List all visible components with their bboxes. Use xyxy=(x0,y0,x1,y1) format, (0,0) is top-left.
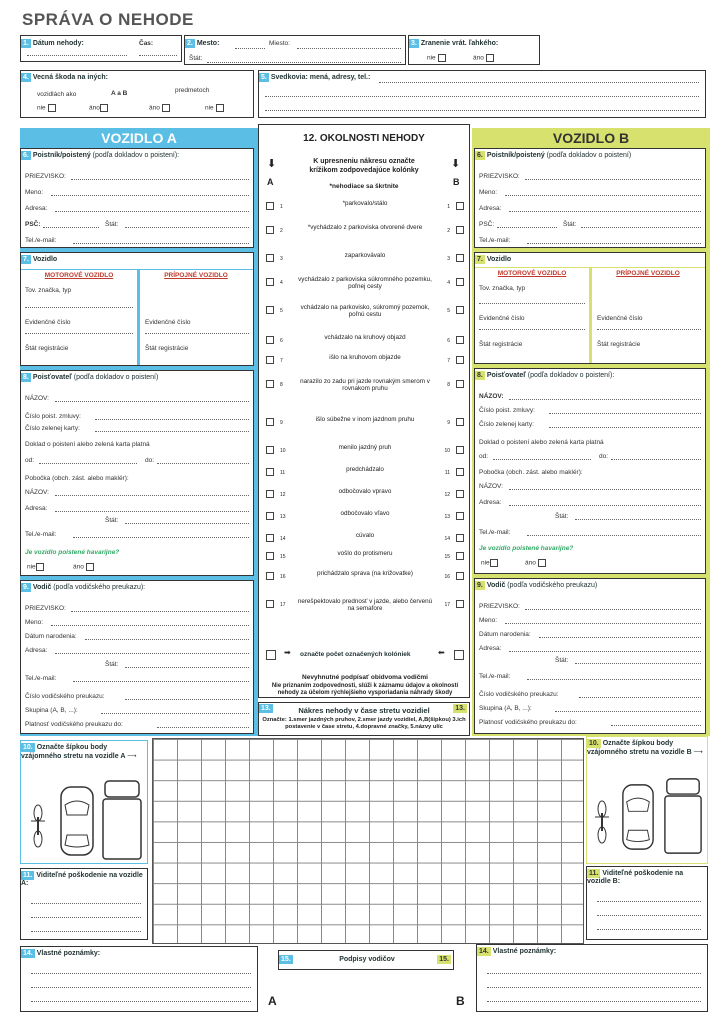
section-7-b: 7. Vozidlo MOTOROVÉ VOZIDLO PRÍPOJNÉ VOZIDLO Tov. značka, typ Evidenčné číslo Štát registrácie Evidenčné číslo Štát registrácie xyxy=(474,252,706,364)
trailer-b-plate-field[interactable] xyxy=(597,329,701,330)
insured-a-surname-field[interactable] xyxy=(71,179,249,180)
arrow-right-icon: ➡ xyxy=(284,648,291,657)
circumstance-b-checkbox[interactable] xyxy=(456,446,464,454)
circumstance-number: 10 xyxy=(444,448,450,454)
motorcycle-icon[interactable] xyxy=(593,799,611,845)
circumstance-b-checkbox[interactable] xyxy=(456,600,464,608)
circumstance-number: 4 xyxy=(447,280,450,286)
insurer-a-casco-no-checkbox[interactable] xyxy=(36,563,44,571)
circumstance-a-checkbox[interactable] xyxy=(266,226,274,234)
circumstance-row xyxy=(262,548,468,566)
circumstance-row xyxy=(262,568,468,592)
vehicle-a-plate-field[interactable] xyxy=(25,333,133,334)
vehicle-damage-yes-checkbox[interactable] xyxy=(100,104,108,112)
circumstance-label: menilo jazdný pruh xyxy=(338,444,392,451)
circumstance-a-checkbox[interactable] xyxy=(266,254,274,262)
driver-a-license-field[interactable] xyxy=(125,699,249,700)
circumstance-number: 3 xyxy=(280,256,283,262)
circumstance-row xyxy=(262,352,468,370)
circumstance-a-checkbox[interactable] xyxy=(266,600,274,608)
circumstance-a-checkbox[interactable] xyxy=(266,278,274,286)
circumstance-number: 2 xyxy=(280,228,283,234)
insured-a-zip-field[interactable] xyxy=(43,227,99,228)
circumstance-label: odbočovalo vľavo xyxy=(340,510,390,517)
circumstance-b-checkbox[interactable] xyxy=(456,254,464,262)
circumstance-number: 8 xyxy=(447,382,450,388)
insurer-a-casco-yes-checkbox[interactable] xyxy=(86,563,94,571)
circumstance-number: 12 xyxy=(280,492,286,498)
circumstance-b-checkbox[interactable] xyxy=(456,572,464,580)
circumstance-b-checkbox[interactable] xyxy=(456,278,464,286)
time-field[interactable] xyxy=(139,55,177,56)
driver-b-tel-field[interactable] xyxy=(527,679,701,680)
driver-a-tel-field[interactable] xyxy=(73,681,249,682)
section-8-a: 8. Poisťovateľ (podľa dokladov o poistení) NÁZOV: Číslo poist. zmluvy: Číslo zelenej karty: Doklad o poistení alebo zelená karta platná od: do: Pobočka (obch. zást. alebo maklér): NÁZOV: Adresa: Štát: Tel./e-mail: Je vozidlo poistené havarijne? nie áno xyxy=(20,370,254,576)
circumstance-label: odbočovalo vpravo xyxy=(338,488,392,495)
circumstance-a-checkbox[interactable] xyxy=(266,572,274,580)
injury-no-checkbox[interactable] xyxy=(438,54,446,62)
section-1: 1. Dátum nehody: Čas: xyxy=(20,35,182,62)
circumstance-number: 13 xyxy=(280,514,286,520)
insurer-b-greencard-field[interactable] xyxy=(549,427,701,428)
insurer-b-casco-no-checkbox[interactable] xyxy=(490,559,498,567)
insurer-a-name-field[interactable] xyxy=(55,401,249,402)
damage-b-field[interactable] xyxy=(597,901,701,902)
driver-b-validity-field[interactable] xyxy=(611,725,701,726)
section-10-a: 10. Označte šípkou body vzájomného stretu na vozidle A ⟶ xyxy=(20,740,148,864)
circumstance-b-checkbox[interactable] xyxy=(456,356,464,364)
circumstance-number: 17 xyxy=(444,602,450,608)
time-label: Čas: xyxy=(139,40,154,47)
circumstance-row xyxy=(262,198,468,216)
section-9-a: 9. Vodič (podľa vodičského preukazu): PRIEZVISKO: Meno: Dátum narodenia: Adresa: Štát: Tel./e-mail: Číslo vodičského preukazu: Skupina (A, B, ...): Platnosť vodičského preukazu do: xyxy=(20,580,254,734)
section-11-a: 11. Viditeľné poškodenie na vozidle A: xyxy=(20,868,148,940)
driver-a-address-field[interactable] xyxy=(55,653,249,654)
circumstance-label: išlo na kruhovom objazde xyxy=(329,354,401,361)
circumstance-number: 11 xyxy=(280,470,286,476)
circumstance-number: 6 xyxy=(280,338,283,344)
circumstance-number: 7 xyxy=(280,358,283,364)
section-14-b: 14. Vlastné poznámky: xyxy=(476,944,708,1012)
object-damage-yes-checkbox[interactable] xyxy=(162,104,170,112)
circumstance-b-checkbox[interactable] xyxy=(456,512,464,520)
circumstance-number: 9 xyxy=(280,420,283,426)
object-damage-no-checkbox[interactable] xyxy=(216,104,224,112)
col-a-arrow-icon: ⬇ xyxy=(267,158,277,170)
circumstance-number: 8 xyxy=(280,382,283,388)
circumstance-label: cúvalo xyxy=(355,532,375,539)
driver-b-state-field[interactable] xyxy=(575,663,701,664)
section-6-a: 6. Poistník/poistený (podľa dokladov o poistení): PRIEZVISKO: Meno: Adresa: PSČ: Štát: Tel./e-mail: xyxy=(20,148,254,248)
circumstance-label: *parkovalo/stálo xyxy=(342,200,388,207)
circumstance-number: 6 xyxy=(447,338,450,344)
count-b-box[interactable] xyxy=(454,650,464,660)
driver-b-birth-field[interactable] xyxy=(539,637,701,638)
section-10-b: 10. Označte šípkou body vzájomného stretu na vozidle B ⟶ xyxy=(586,736,708,864)
section-14-a: 14. Vlastné poznámky: xyxy=(20,946,258,1012)
circumstance-number: 1 xyxy=(280,204,283,210)
circumstance-row xyxy=(262,222,468,248)
insurer-b-policy-field[interactable] xyxy=(549,413,701,414)
car-icon[interactable] xyxy=(621,781,655,853)
driver-a-group-field[interactable] xyxy=(101,713,249,714)
count-a-box[interactable] xyxy=(266,650,276,660)
insured-b-address-field[interactable] xyxy=(509,211,701,212)
driver-a-validity-field[interactable] xyxy=(157,727,249,728)
circumstance-a-checkbox[interactable] xyxy=(266,380,274,388)
insurer-b-tel-field[interactable] xyxy=(527,535,701,536)
insured-b-surname-field[interactable] xyxy=(525,179,701,180)
circumstance-number: 17 xyxy=(280,602,286,608)
section-12: 12. OKOLNOSTI NEHODY K upresneniu nákresu označte krížikom zodpovedajúce kolónky ⬇ ⬇ A B *nehodiace sa škrtnite xyxy=(258,124,470,698)
circumstance-b-checkbox[interactable] xyxy=(456,380,464,388)
insured-a-tel-field[interactable] xyxy=(73,243,249,244)
injury-yes-checkbox[interactable] xyxy=(486,54,494,62)
circumstance-row xyxy=(262,376,468,408)
insurer-a-greencard-field[interactable] xyxy=(95,431,249,432)
signature-b-area[interactable] xyxy=(370,976,470,1016)
insurer-b-state-field[interactable] xyxy=(575,519,701,520)
notes-a-field[interactable] xyxy=(31,973,251,974)
circumstance-b-checkbox[interactable] xyxy=(456,490,464,498)
section-11-b: 11. Viditeľné poškodenie na vozidle B: xyxy=(586,866,708,940)
circumstance-label: vošlo do protismeru xyxy=(337,550,393,557)
circumstance-label: vychádzalo z parkoviska súkromného pozemku, poľnej cesty xyxy=(298,276,432,290)
circumstance-row xyxy=(262,332,468,350)
date-label: Dátum nehody: xyxy=(32,40,84,48)
section-4: 4. Vecná škoda na iných: vozidlách ako A a B predmetoch nie áno áno nie xyxy=(20,70,254,118)
circumstance-a-checkbox[interactable] xyxy=(266,446,274,454)
circumstance-number: 2 xyxy=(447,228,450,234)
section-9-b: 9. Vodič (podľa vodičského preukazu) PRIEZVISKO: Meno: Dátum narodenia: Adresa: Štát: Tel./e-mail: Číslo vodičského preukazu: Skupina (A, B, ...): Platnosť vodičského preukazu do: xyxy=(474,578,706,734)
insured-b-zip-field[interactable] xyxy=(497,227,557,228)
insurer-b-address-field[interactable] xyxy=(509,505,701,506)
truck-icon[interactable] xyxy=(101,779,143,861)
circumstance-row xyxy=(262,596,468,630)
insurer-a-tel-field[interactable] xyxy=(73,537,249,538)
circumstance-row xyxy=(262,414,468,440)
circumstance-b-checkbox[interactable] xyxy=(456,552,464,560)
circumstance-number: 14 xyxy=(444,536,450,542)
count-row: ➡ označte počet označených kolóniek ⬅ xyxy=(262,648,468,662)
circumstance-row xyxy=(262,274,468,300)
vehicle-b-make-field[interactable] xyxy=(479,303,585,304)
circumstance-a-checkbox[interactable] xyxy=(266,490,274,498)
insurer-a-address-field[interactable] xyxy=(55,511,249,512)
driver-b-name-field[interactable] xyxy=(505,623,701,624)
circumstance-b-checkbox[interactable] xyxy=(456,418,464,426)
arrow-left-icon: ⬅ xyxy=(438,648,445,657)
insured-a-address-field[interactable] xyxy=(55,211,249,212)
circumstance-b-checkbox[interactable] xyxy=(456,226,464,234)
circumstance-b-checkbox[interactable] xyxy=(456,306,464,314)
insurer-b-name-field[interactable] xyxy=(509,399,701,400)
insurer-a-branch-field[interactable] xyxy=(55,495,249,496)
motorcycle-icon[interactable] xyxy=(29,803,47,849)
place-field[interactable] xyxy=(297,48,401,49)
circumstance-a-checkbox[interactable] xyxy=(266,468,274,476)
circumstance-number: 15 xyxy=(280,554,286,560)
circumstance-label: *vychádzalo z parkoviska otvorené dvere xyxy=(307,224,423,231)
section-6-b: 6. Poistník/poistený (podľa dokladov o poistení) PRIEZVISKO: Meno: Adresa: PSČ: Štát: Tel./e-mail: xyxy=(474,148,706,248)
driver-a-name-field[interactable] xyxy=(51,625,249,626)
notes-b-field[interactable] xyxy=(487,973,701,974)
circumstance-number: 12 xyxy=(444,492,450,498)
circumstance-number: 5 xyxy=(447,308,450,314)
driver-b-group-field[interactable] xyxy=(555,711,701,712)
driver-a-birth-field[interactable] xyxy=(85,639,249,640)
vehicle-a-title: VOZIDLO A xyxy=(101,130,177,146)
circumstance-label: išlo súbežne v inom jazdnom pruhu xyxy=(315,416,415,423)
damage-a-field[interactable] xyxy=(31,903,141,904)
insured-a-state-field[interactable] xyxy=(125,227,249,228)
vehicle-b-plate-field[interactable] xyxy=(479,329,585,330)
circumstance-a-checkbox[interactable] xyxy=(266,356,274,364)
section-2: 2. Mesto: Miesto: Štát: xyxy=(184,35,406,65)
insurer-a-state-field[interactable] xyxy=(125,523,249,524)
circumstance-b-checkbox[interactable] xyxy=(456,468,464,476)
circumstance-label: zaparkovávalo xyxy=(344,252,386,259)
driver-a-state-field[interactable] xyxy=(125,667,249,668)
circumstance-number: 3 xyxy=(447,256,450,262)
sketch-grid[interactable] xyxy=(152,738,584,944)
insurer-b-from-field[interactable] xyxy=(493,459,591,460)
circumstance-a-checkbox[interactable] xyxy=(266,552,274,560)
circumstance-row xyxy=(262,464,468,482)
circumstance-number: 11 xyxy=(444,470,450,476)
circumstances-title: 12. OKOLNOSTI NEHODY xyxy=(303,133,425,144)
circumstance-a-checkbox[interactable] xyxy=(266,512,274,520)
insurer-b-casco-yes-checkbox[interactable] xyxy=(538,559,546,567)
circumstance-number: 1 xyxy=(447,204,450,210)
insurer-b-branch-field[interactable] xyxy=(509,489,701,490)
circumstance-row xyxy=(262,250,468,268)
driver-a-surname-field[interactable] xyxy=(71,611,249,612)
driver-b-license-field[interactable] xyxy=(579,697,701,698)
circumstance-a-checkbox[interactable] xyxy=(266,418,274,426)
circumstance-b-checkbox[interactable] xyxy=(456,534,464,542)
state-field[interactable] xyxy=(207,62,401,63)
circumstance-label: narazilo zo zadu pri jazde rovnakým smerom v rovnakom pruhu xyxy=(300,378,430,392)
insurer-b-to-field[interactable] xyxy=(611,459,701,460)
circumstance-number: 9 xyxy=(447,420,450,426)
section-3: 3. Zranenie vrát. ľahkého: nie áno xyxy=(408,35,540,65)
section-5: 5. Svedkovia: mená, adresy, tel.: xyxy=(258,70,706,118)
circumstance-a-checkbox[interactable] xyxy=(266,336,274,344)
circumstance-number: 4 xyxy=(280,280,283,286)
insured-b-name-field[interactable] xyxy=(505,195,701,196)
vehicle-a-make-field[interactable] xyxy=(25,307,133,308)
circumstance-number: 14 xyxy=(280,536,286,542)
section-8-b: 8. Poisťovateľ (podľa dokladov o poistení): NÁZOV: Číslo poist. zmluvy: Číslo zelenej karty: Doklad o poistení alebo zelená karta platná od: do: Pobočka (obch. zást. alebo maklér): NÁZOV: Adresa: Štát: Tel./e-mail: Je vozidlo poistené havarijne? nie áno xyxy=(474,368,706,574)
circumstance-row xyxy=(262,442,468,460)
circumstance-row xyxy=(262,302,468,328)
driver-b-surname-field[interactable] xyxy=(525,609,701,610)
circumstance-number: 7 xyxy=(447,358,450,364)
arrow-icon: ⟶ xyxy=(127,753,137,760)
section-13-header: 13. 13. Nákres nehody v čase stretu vozidiel Označte: 1.smer jazdných pruhov, 2.smer jazdy vozidiel, A,B(šípkou) 3.ich postavenie v čase stretu, 4.dopravné značky, 5.názvy ulíc xyxy=(258,702,470,736)
circumstance-row xyxy=(262,508,468,526)
circumstance-a-checkbox[interactable] xyxy=(266,306,274,314)
circumstance-row xyxy=(262,530,468,548)
circumstance-row xyxy=(262,486,468,504)
col-b-arrow-icon: ⬇ xyxy=(451,158,461,170)
witnesses-field[interactable] xyxy=(379,82,699,83)
circumstance-number: 5 xyxy=(280,308,283,314)
section-15: 15. 15. Podpisy vodičov xyxy=(278,950,454,970)
insured-b-tel-field[interactable] xyxy=(527,243,701,244)
circumstance-number: 16 xyxy=(444,574,450,580)
insured-b-state-field[interactable] xyxy=(581,227,701,228)
signature-a-area[interactable] xyxy=(262,976,362,1016)
vehicle-damage-no-checkbox[interactable] xyxy=(48,104,56,112)
insurer-a-policy-field[interactable] xyxy=(95,419,249,420)
vehicle-b-title: VOZIDLO B xyxy=(552,130,630,146)
date-field[interactable] xyxy=(27,55,127,56)
circumstance-label: prichádzalo sprava (na križovatke) xyxy=(317,570,413,577)
circumstance-number: 10 xyxy=(280,448,286,454)
circumstance-number: 13 xyxy=(444,514,450,520)
driver-b-address-field[interactable] xyxy=(509,651,701,652)
circumstance-number: 16 xyxy=(280,574,286,580)
arrow-icon: ⟶ xyxy=(693,749,703,756)
circumstance-label: vchádzalo na kruhový objazd xyxy=(324,334,406,341)
circumstance-number: 15 xyxy=(444,554,450,560)
car-icon[interactable] xyxy=(59,785,95,857)
page-title: SPRÁVA O NEHODE xyxy=(22,10,194,29)
circumstance-label: vchádzalo na parkovisko, súkromný pozemok, poľnú cestu xyxy=(300,304,430,318)
circumstance-a-checkbox[interactable] xyxy=(266,534,274,542)
insurer-a-to-field[interactable] xyxy=(157,463,249,464)
insurer-a-from-field[interactable] xyxy=(39,463,137,464)
section-7-a: 7. Vozidlo MOTOROVÉ VOZIDLO PRÍPOJNÉ VOZIDLO Tov. značka, typ Evidenčné číslo Štát registrácie Evidenčné číslo Štát registrácie xyxy=(20,252,254,366)
circumstances-intro: K upresneniu nákresu označte krížikom zodpovedajúce kolónky xyxy=(309,158,419,174)
city-field[interactable] xyxy=(235,48,265,49)
circumstance-label: nerešpektovalo prednosť v jazde, alebo červenú na semafore xyxy=(297,598,433,612)
circumstance-b-checkbox[interactable] xyxy=(456,336,464,344)
trailer-a-plate-field[interactable] xyxy=(145,333,249,334)
circumstance-label: predchádzalo xyxy=(346,466,384,473)
circumstance-a-checkbox[interactable] xyxy=(266,202,274,210)
insured-a-name-field[interactable] xyxy=(51,195,249,196)
circumstance-b-checkbox[interactable] xyxy=(456,202,464,210)
truck-icon[interactable] xyxy=(663,775,703,857)
